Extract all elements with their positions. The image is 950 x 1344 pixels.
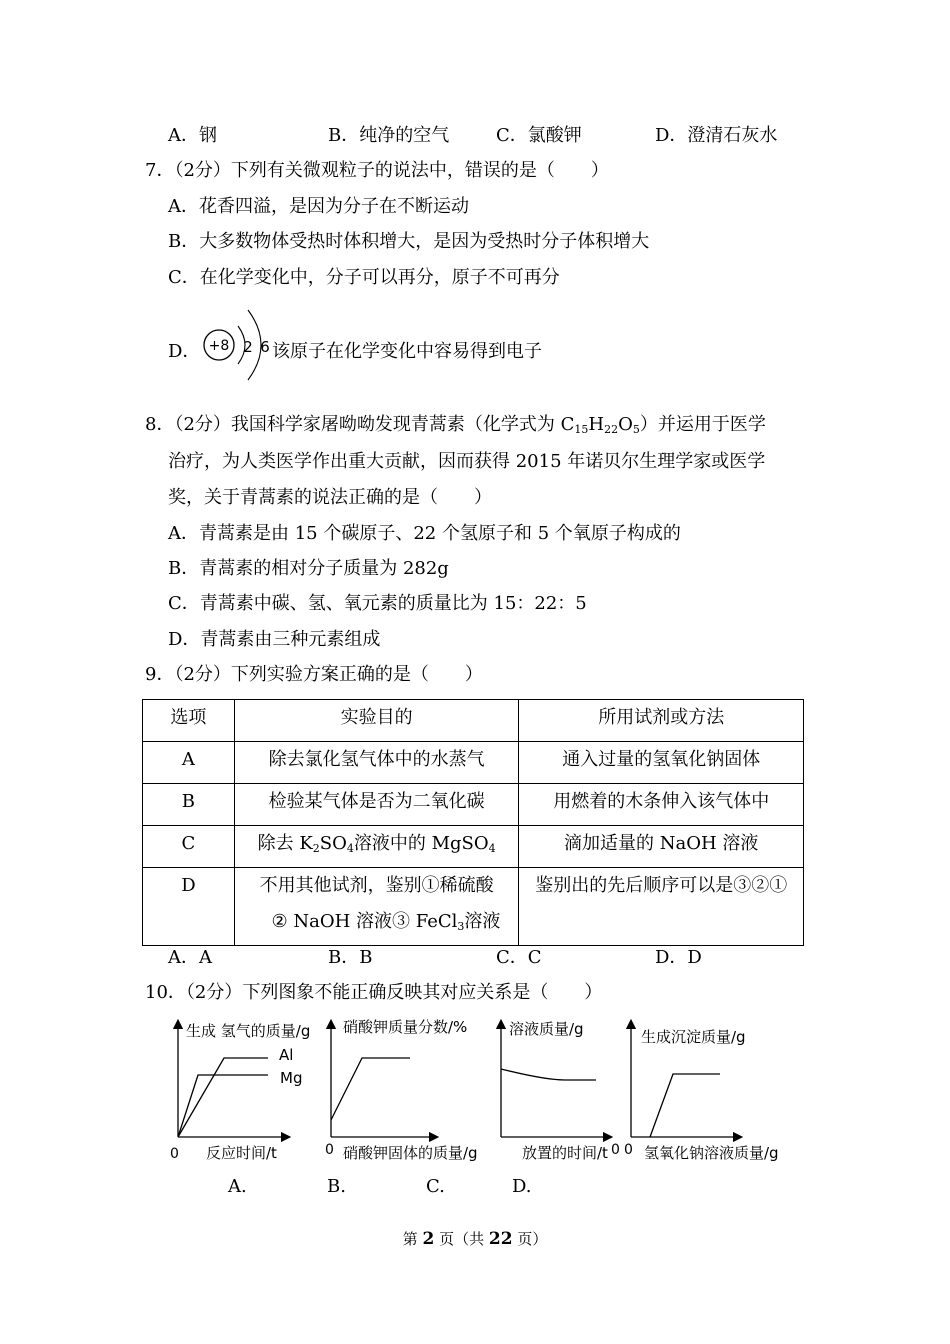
q10-option-a: A.: [228, 1176, 247, 1197]
q9-stem: 9．（2分）下列实验方案正确的是（ ）: [145, 664, 483, 685]
q7-stem: 7．（2分）下列有关微观粒子的说法中，错误的是（ ）: [145, 160, 609, 181]
q8-stem-line-3: 奖，关于青蒿素的说法正确的是（ ）: [168, 487, 492, 508]
graph-b: [325, 1018, 478, 1162]
subscript-5: 5: [632, 423, 640, 436]
q6-option-c: C．氯酸钾: [496, 125, 582, 146]
atom-structure-diagram: [200, 302, 280, 384]
table-row: C 除去 $K_2SO_4$溶液中的 MgSO$_4$ 滴加适量的 NaOH 溶液: [143, 826, 804, 868]
graph-a: [170, 1022, 310, 1162]
header-option: 选项: [143, 700, 235, 742]
page-number: 2: [422, 1229, 435, 1249]
footer-middle: 页（共: [439, 1230, 485, 1248]
header-purpose: 实验目的: [234, 700, 519, 742]
table-row: A 除去氯化氢气体中的水蒸气 通入过量的氢氧化钠固体: [143, 742, 804, 784]
q8-stem-text: 8．（2分）我国科学家屠呦呦发现青蒿素（化学式为 C: [145, 414, 575, 435]
q8-option-c: C．青蒿素中碳、氢、氧元素的质量比为 15：22：5: [168, 593, 587, 614]
graph-a-al-line: [178, 1058, 268, 1137]
footer-suffix: 页）: [517, 1230, 548, 1248]
graph-a-mg-label: Mg: [280, 1069, 303, 1087]
q8-option-b: B．青蒿素的相对分子质量为 282g: [168, 558, 449, 579]
subscript-22: 22: [604, 423, 619, 436]
graph-b-ylabel: 硝酸钾质量分数/%: [343, 1018, 468, 1036]
q9-option-b: B．B: [328, 947, 373, 968]
shell-1-electrons: 2: [243, 338, 253, 356]
q9-option-c: C．C: [496, 947, 542, 968]
q6-option-b: B．纯净的空气: [328, 125, 450, 146]
graph-a-origin: 0: [170, 1146, 179, 1162]
q7-option-d-label: D．: [168, 341, 201, 362]
q10-option-c: C.: [426, 1176, 445, 1197]
q7-option-a: A．花香四溢，是因为分子在不断运动: [168, 196, 469, 217]
graph-b-origin: 0: [325, 1142, 334, 1158]
q8-option-a: A．青蒿素是由 15 个碳原子、22 个氢原子和 5 个氧原子构成的: [168, 523, 681, 544]
graph-d: [624, 1024, 779, 1162]
graph-c-xlabel: 放置的时间/t: [522, 1144, 608, 1162]
shell-2-electrons: 6: [260, 338, 270, 356]
q8-stem-text-tail: ）并运用于医学: [639, 414, 766, 435]
footer-prefix: 第: [402, 1230, 418, 1248]
q7-option-d-text: 该原子在化学变化中容易得到电子: [272, 341, 542, 362]
graph-a-al-label: Al: [279, 1046, 294, 1064]
hydrogen-symbol: H: [588, 414, 605, 435]
graph-c: [501, 1020, 620, 1162]
oxygen-symbol: O: [618, 414, 633, 435]
table-header-row: [143, 700, 804, 742]
graph-c-origin: 0: [611, 1142, 620, 1158]
graph-d-ylabel: 生成沉淀质量/g: [641, 1028, 746, 1046]
table-row: D 不用其他试剂，鉴别①稀硫酸 ② NaOH 溶液③ FeCl$_3$溶液 鉴别出的先后顺序可以是③②①: [143, 868, 804, 946]
page-total: 22: [488, 1229, 513, 1249]
q10-graphs: [160, 1012, 800, 1167]
q9-option-d: D．D: [655, 947, 702, 968]
q9-option-a: A．A: [168, 947, 212, 968]
q10-option-d: D.: [512, 1176, 532, 1197]
q8-stem-line-1: [145, 413, 766, 442]
nucleus-charge: +8: [208, 338, 230, 354]
graph-a-xlabel: 反应时间/t: [206, 1144, 277, 1162]
experiment-table: [142, 699, 804, 946]
header-method: 所用试剂或方法: [519, 700, 804, 742]
q6-option-d: D．澄清石灰水: [655, 125, 778, 146]
q6-option-a: A．钢: [168, 125, 217, 146]
q7-option-c: C．在化学变化中，分子可以再分，原子不可再分: [168, 267, 560, 288]
subscript-15: 15: [574, 423, 589, 436]
graph-c-curve: [501, 1069, 596, 1080]
q10-option-b: B.: [327, 1176, 346, 1197]
q8-option-d: D．青蒿素由三种元素组成: [168, 629, 381, 650]
graph-a-mg-line: [178, 1075, 268, 1137]
graph-b-curve: [331, 1058, 410, 1120]
graph-b-xlabel: 硝酸钾固体的质量/g: [343, 1144, 478, 1162]
q8-stem-line-2: 治疗，为人类医学作出重大贡献，因而获得 2015 年诺贝尔生理学家或医学: [168, 451, 766, 472]
graph-d-origin: 0: [624, 1142, 633, 1158]
graph-a-ylabel: 生成 氢气的质量/g: [186, 1022, 311, 1040]
page-footer: [0, 1228, 950, 1249]
graph-d-xlabel: 氢氧化钠溶液质量/g: [644, 1144, 779, 1162]
graph-d-curve: [650, 1074, 720, 1137]
q7-option-b: B．大多数物体受热时体积增大，是因为受热时分子体积增大: [168, 231, 650, 252]
graph-c-ylabel: 溶液质量/g: [509, 1020, 584, 1038]
table-row: B 检验某气体是否为二氧化碳 用燃着的木条伸入该气体中: [143, 784, 804, 826]
q10-stem: 10．（2分）下列图象不能正确反映其对应关系是（ ）: [145, 982, 603, 1003]
